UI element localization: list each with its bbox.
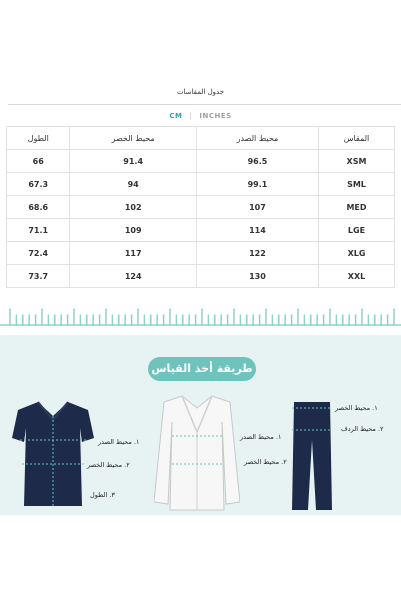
column-header: الطول <box>7 127 70 150</box>
table-header-row <box>7 127 395 150</box>
table-row <box>7 265 395 288</box>
table-row <box>7 196 395 219</box>
cell-size: XXL <box>319 265 395 288</box>
cell-length: 68.6 <box>7 196 70 219</box>
column-header: محيط الصدر <box>196 127 318 150</box>
how-to-measure-badge: طريقة أخذ القياس <box>148 357 256 381</box>
cell-size: SML <box>319 173 395 196</box>
column-header: محيط الخصر <box>70 127 196 150</box>
cell-size: LGE <box>319 219 395 242</box>
cell-waist: 102 <box>70 196 196 219</box>
table-row <box>7 150 395 173</box>
column-header: المقاس <box>319 127 395 150</box>
scrub-pants-illustration <box>292 400 332 512</box>
cell-length: 67.3 <box>7 173 70 196</box>
cell-chest: 122 <box>196 242 318 265</box>
top-waist-label: ٢. محيط الخصر <box>87 461 130 469</box>
cell-waist: 117 <box>70 242 196 265</box>
cell-size: XLG <box>319 242 395 265</box>
scrub-top-illustration <box>12 398 94 510</box>
cell-size: MED <box>319 196 395 219</box>
size-table <box>6 126 395 288</box>
coat-waist-label: ٢. محيط الخصر <box>244 458 287 466</box>
cell-length: 72.4 <box>7 242 70 265</box>
table-row <box>7 219 395 242</box>
table-row <box>7 173 395 196</box>
cell-waist: 94 <box>70 173 196 196</box>
cell-length: 71.1 <box>7 219 70 242</box>
ruler-graphic <box>0 305 401 335</box>
cell-chest: 114 <box>196 219 318 242</box>
cell-length: 73.7 <box>7 265 70 288</box>
pants-hip-label: ٢. محيط الردف <box>341 425 384 433</box>
cell-length: 66 <box>7 150 70 173</box>
divider <box>8 104 401 105</box>
lab-coat-illustration <box>154 392 240 512</box>
top-length-label: ٣. الطول <box>90 491 115 499</box>
unit-cm-tab[interactable]: CM <box>169 112 183 120</box>
table-row <box>7 242 395 265</box>
pants-waist-label: ١. محيط الخصر <box>335 404 378 412</box>
cell-waist: 91.4 <box>70 150 196 173</box>
unit-toggle <box>0 112 401 120</box>
page-title: جدول المقاسات <box>176 88 225 96</box>
cell-chest: 130 <box>196 265 318 288</box>
cell-chest: 107 <box>196 196 318 219</box>
cell-chest: 99.1 <box>196 173 318 196</box>
unit-inches-tab[interactable]: INCHES <box>199 112 232 120</box>
unit-separator: | <box>189 112 193 120</box>
top-chest-label: ١. محيط الصدر <box>98 438 140 446</box>
cell-size: XSM <box>319 150 395 173</box>
cell-waist: 124 <box>70 265 196 288</box>
cell-waist: 109 <box>70 219 196 242</box>
cell-chest: 96.5 <box>196 150 318 173</box>
coat-chest-label: ١. محيط الصدر <box>240 433 282 441</box>
